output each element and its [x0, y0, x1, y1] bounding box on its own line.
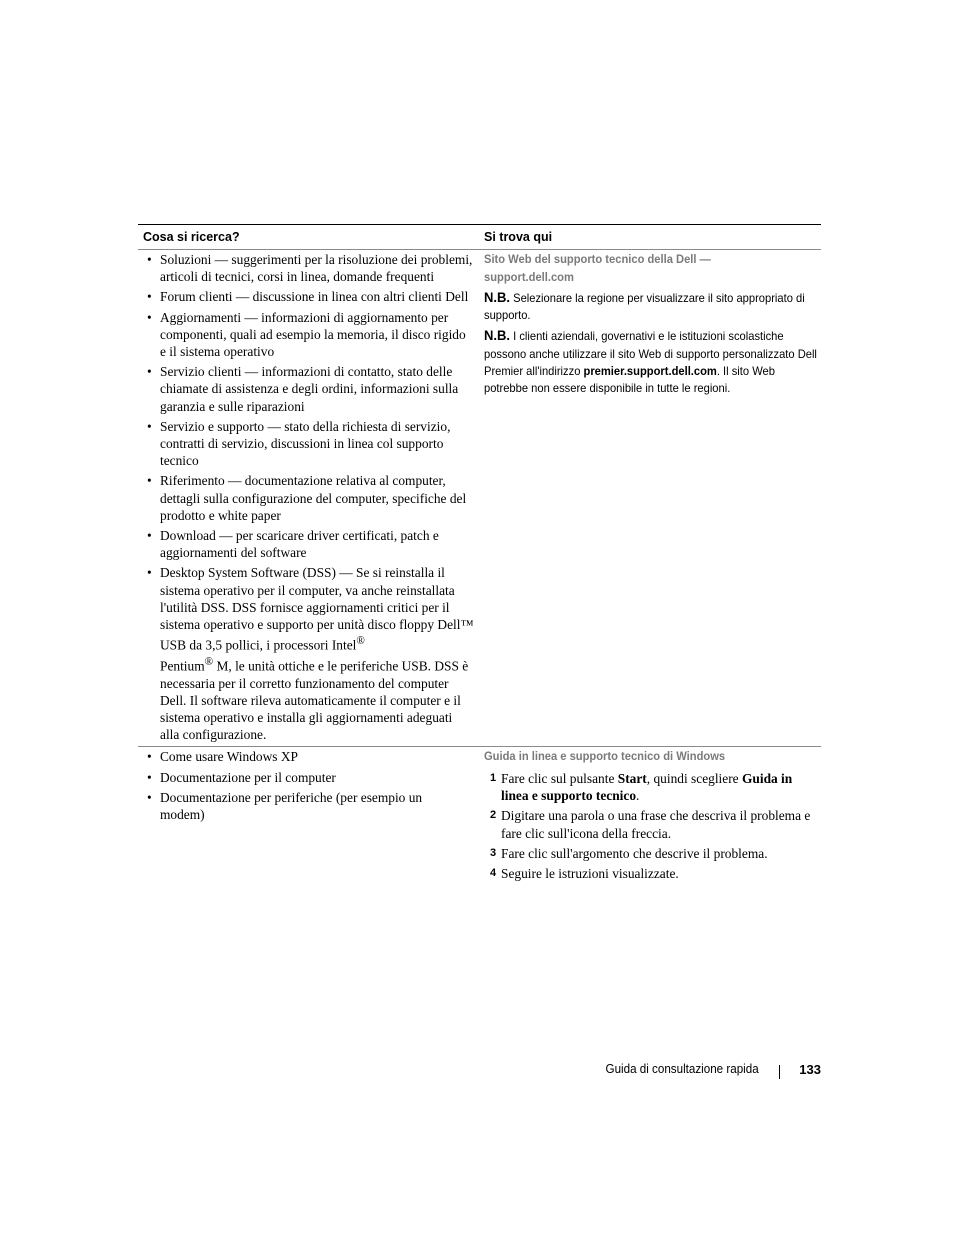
info-table: [138, 224, 821, 885]
note-region: [484, 289, 819, 324]
steps-list: [484, 770, 819, 882]
help-menu-ref: Guida in linea e supporto tecnico: [501, 770, 793, 804]
step-text: , quindi scegliere: [646, 770, 742, 786]
step-item: [484, 770, 819, 804]
start-button-ref: Start: [617, 770, 647, 786]
table-header-row: [138, 225, 821, 249]
step-item: [484, 845, 819, 862]
list-item: • Documentazione per periferiche (per esempio un modem): [143, 789, 448, 823]
step-text: Fare clic sul pulsante: [501, 770, 618, 786]
list-item: • Documentazione per il computer: [143, 769, 448, 786]
bullet-list: [143, 251, 474, 743]
list-item: • Servizio clienti — informazioni di contatto, stato delle chiamate di assistenza e degli ordini, informazioni sulla garanzia e sulle riparazioni: [143, 363, 474, 415]
list-item: • Download — per scaricare driver certificati, patch e aggiornamenti del software: [143, 527, 474, 561]
list-item-dss: [143, 564, 474, 743]
step-text: Fare clic sull'argomento che descrive il problema.: [501, 845, 768, 861]
table-row-windows-help: [138, 747, 821, 885]
step-number: 2: [490, 809, 497, 822]
footer-title: Guida di consultazione rapida: [605, 1062, 759, 1076]
list-item: • Forum clienti — discussione in linea con altri clienti Dell: [143, 288, 474, 305]
note-label: N.B.: [484, 289, 511, 305]
note-label: N.B.: [484, 327, 511, 344]
step-text: Digitare una parola o una frase che descriva il problema e fare clic sull'icona della freccia.: [501, 808, 811, 841]
step-number: 1: [490, 771, 497, 784]
bullet-list: [143, 748, 448, 823]
step-number: 4: [490, 866, 497, 879]
premier-url[interactable]: premier.support.dell.com: [583, 363, 717, 378]
list-item: • Riferimento — documentazione relativa al computer, dettagli sulla configurazione del computer, specifiche del prodotto e white paper: [143, 472, 474, 524]
registered-mark: ®: [356, 635, 365, 648]
list-item: • Come usare Windows XP: [143, 748, 448, 765]
registered-mark: ®: [204, 655, 214, 668]
note-text: Selezionare la regione per visualizzare il sito appropriato di supporto.: [484, 291, 805, 323]
support-site-title: Sito Web del supporto tecnico della Dell — support.dell.com: [484, 252, 711, 284]
step-text: .: [636, 788, 640, 804]
windows-help-title: Guida in linea e supporto tecnico di Windows: [484, 749, 726, 764]
dss-text-3: M, le unità ottiche e le periferiche USB. DSS è necessaria per il corretto funzionamento del computer Dell. Il software rileva automaticamente il computer e il sistema operativo e installa gli aggiornamenti adeguati alla configurazione.: [160, 658, 469, 743]
step-item: [484, 865, 819, 882]
dss-text-2: Pentium: [160, 658, 205, 674]
note-text-tail: . Il sito Web potrebbe non essere disponibile in tutte le regioni.: [484, 363, 775, 396]
footer-separator: [779, 1065, 780, 1079]
step-number: 3: [490, 846, 497, 859]
note-premier: [484, 327, 819, 397]
page-footer: [560, 1062, 821, 1080]
list-item: • Servizio e supporto — stato della richiesta di servizio, contratti di servizio, discussioni in linea col supporto tecnico: [143, 418, 474, 470]
list-item: • Soluzioni — suggerimenti per la risoluzione dei problemi, articoli di tecnici, corsi in linea, domande frequenti: [143, 251, 474, 285]
list-item: • Aggiornamenti — informazioni di aggiornamento per componenti, quali ad esempio la memoria, il disco rigido e il sistema operativo: [143, 309, 474, 361]
table-row-support-site: [138, 250, 821, 746]
header-left: Cosa si ricerca?: [143, 230, 240, 244]
step-text: Seguire le istruzioni visualizzate.: [501, 865, 679, 881]
page-number: 133: [799, 1062, 821, 1077]
header-right: Si trova qui: [484, 230, 553, 244]
step-item: [484, 807, 819, 841]
dss-text-1: Desktop System Software (DSS) — Se si reinstalla il sistema operativo per il computer, va anche reinstallata l'utilità DSS. DSS fornisce aggiornamenti critici per il sistema operativo e supporto per unità disco floppy Dell™ USB da 3,5 pollici, i processori Intel: [160, 565, 474, 653]
note-text: I clienti aziendali, governativi e le istituzioni scolastiche possono anche utilizzare il sito Web di supporto personalizzato Dell Premier all'indirizzo: [484, 329, 817, 378]
